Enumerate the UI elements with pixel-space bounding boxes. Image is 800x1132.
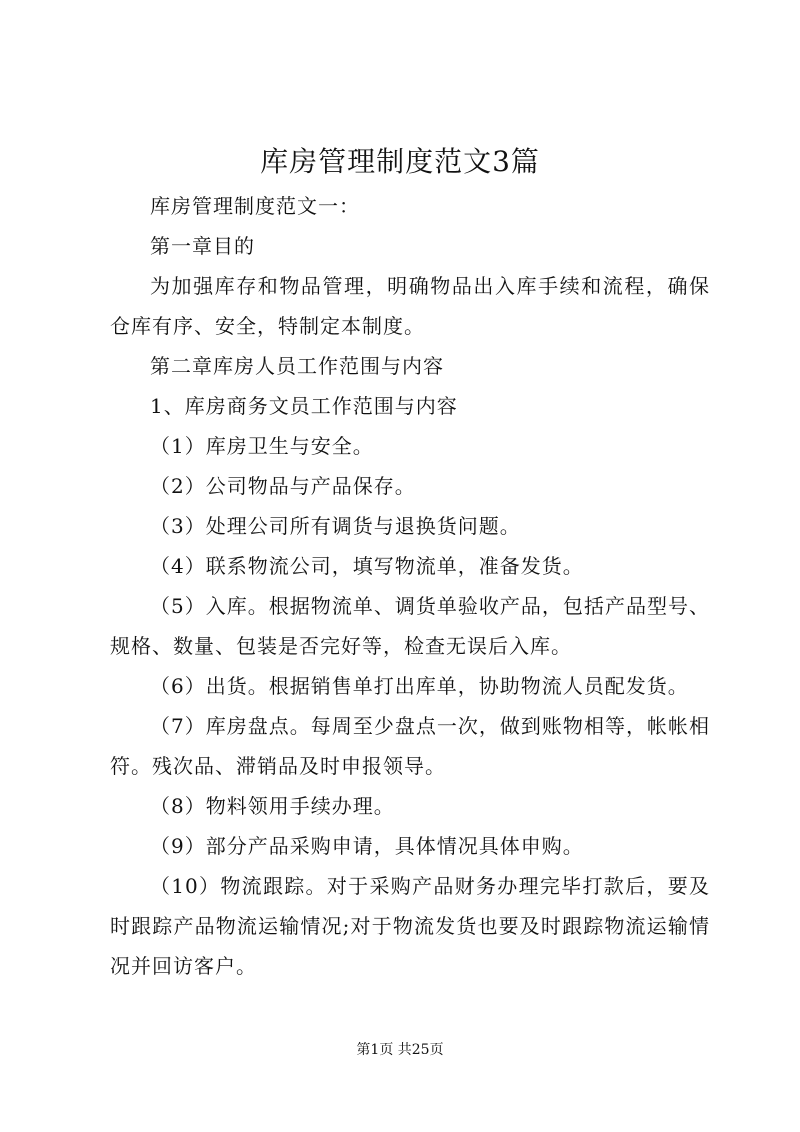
chapter-heading: 第二章库房人员工作范围与内容 (150, 354, 444, 378)
list-item: （10）物流跟踪。对于采购产品财务办理完毕打款后，要及时跟踪产品物流运输情况;对于物流发货也要及时跟踪物流运输情况并回访客户。 (110, 874, 710, 978)
page-number: 第1页 共25页 (356, 1042, 444, 1058)
list-item: （4）联系物流公司，填写物流单，准备发货。 (150, 554, 584, 578)
document-title: 库房管理制度范文3篇 (260, 145, 540, 178)
list-item: （6）出货。根据销售单打出库单，协助物流人员配发货。 (150, 674, 689, 698)
list-item: （8）物料领用手续办理。 (150, 794, 395, 818)
list-item: （3）处理公司所有调货与退换货问题。 (150, 514, 521, 538)
page-footer (0, 1040, 800, 1060)
section-heading: 1、库房商务文员工作范围与内容 (150, 394, 458, 418)
paragraph: 为加强库存和物品管理，明确物品出入库手续和流程，确保仓库有序、安全，特制定本制度。 (110, 274, 710, 338)
list-item: （1）库房卫生与安全。 (150, 434, 374, 458)
list-item: （9）部分产品采购申请，具体情况具体申购。 (150, 834, 584, 858)
list-item: （7）库房盘点。每周至少盘点一次，做到账物相等，帐帐相符。残次品、滞销品及时申报领导。 (110, 714, 710, 778)
paragraph: 库房管理制度范文一： (150, 194, 360, 218)
chapter-heading: 第一章目的 (150, 234, 255, 258)
list-item: （2）公司物品与产品保存。 (150, 474, 416, 498)
list-item: （5）入库。根据物流单、调货单验收产品，包括产品型号、规格、数量、包装是否完好等，检查无误后入库。 (110, 594, 710, 658)
document-body (110, 186, 710, 986)
